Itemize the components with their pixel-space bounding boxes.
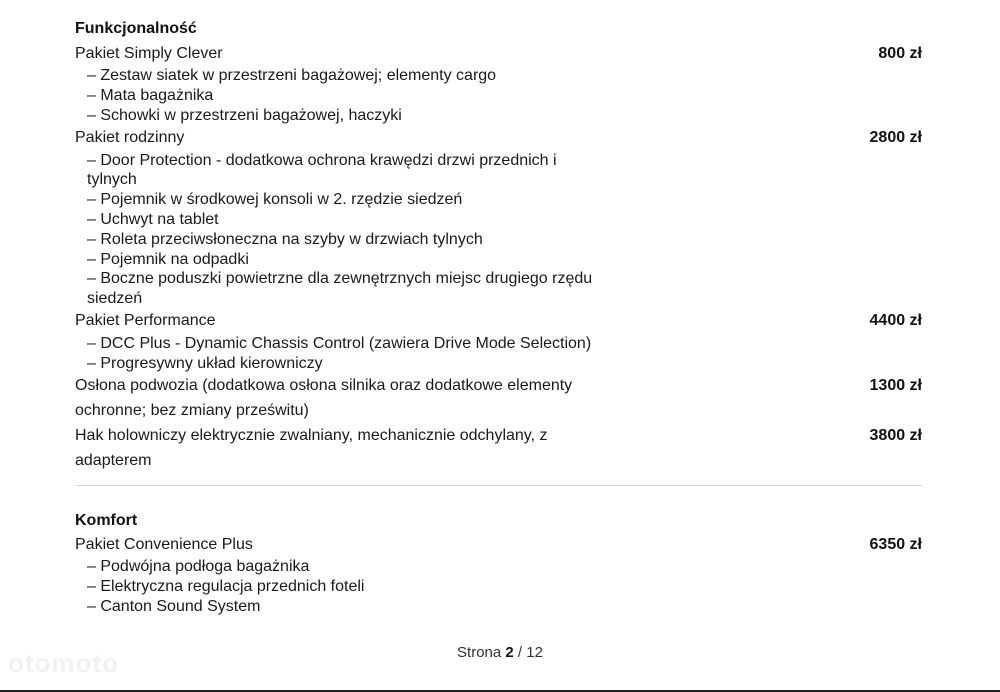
- option-hak-holowniczy-line2: adapterem: [75, 452, 152, 469]
- sub-item: – Elektryczna regulacja przednich foteli: [87, 578, 365, 595]
- current-page: 2: [505, 644, 514, 661]
- price-convenience-plus: 6350 zł: [869, 536, 922, 553]
- option-hak-holowniczy-line1: Hak holowniczy elektrycznie zwalniany, mechanicznie odchylany, z: [75, 427, 548, 444]
- sub-item: – Mata bagażnika: [87, 87, 214, 104]
- package-simply-clever: Pakiet Simply Clever: [75, 45, 223, 62]
- sub-item: – Progresywny układ kierowniczy: [87, 355, 323, 372]
- sub-item: – Boczne poduszki powietrzne dla zewnętrznych miejsc drugiego rzędu: [87, 270, 593, 287]
- sub-item: – Pojemnik w środkowej konsoli w 2. rzędzie siedzeń: [87, 191, 463, 208]
- option-oslona-podwozia-line1: Osłona podwozia (dodatkowa osłona silnika oraz dodatkowe elementy: [75, 377, 573, 394]
- sub-item: – DCC Plus - Dynamic Chassis Control (zawiera Drive Mode Selection): [87, 335, 592, 352]
- price-performance: 4400 zł: [869, 312, 922, 329]
- sub-item: – Door Protection - dodatkowa ochrona krawędzi drzwi przednich i: [87, 152, 557, 169]
- package-rodzinny: Pakiet rodzinny: [75, 129, 185, 146]
- sub-item: – Canton Sound System: [87, 598, 261, 615]
- package-performance: Pakiet Performance: [75, 312, 216, 329]
- sub-item: – Podwójna podłoga bagażnika: [87, 558, 310, 575]
- page-indicator: [0, 644, 1000, 661]
- section-divider: [75, 485, 922, 486]
- sub-item: – Roleta przeciwsłoneczna na szyby w drzwiach tylnych: [87, 231, 483, 248]
- total-pages: 12: [526, 644, 543, 661]
- price-rodzinny: 2800 zł: [869, 129, 922, 146]
- sub-item: tylnych: [87, 171, 137, 188]
- price-hak-holowniczy: 3800 zł: [869, 427, 922, 444]
- price-simply-clever: 800 zł: [878, 45, 922, 62]
- sub-item: siedzeń: [87, 290, 143, 307]
- sub-item: – Schowki w przestrzeni bagażowej, haczyki: [87, 107, 402, 124]
- sub-item: – Pojemnik na odpadki: [87, 251, 249, 268]
- package-convenience-plus: Pakiet Convenience Plus: [75, 536, 253, 553]
- sub-item: – Uchwyt na tablet: [87, 211, 219, 228]
- option-oslona-podwozia-line2: ochronne; bez zmiany prześwitu): [75, 402, 309, 419]
- page-label: Strona: [457, 644, 502, 661]
- price-oslona-podwozia: 1300 zł: [869, 377, 922, 394]
- otomoto-watermark: otomoto: [8, 648, 119, 678]
- section-title-funkcjonalnosc: Funkcjonalność: [75, 20, 197, 37]
- page-separator: /: [517, 644, 523, 661]
- section-title-komfort: Komfort: [75, 512, 138, 529]
- sub-item: – Zestaw siatek w przestrzeni bagażowej; elementy cargo: [87, 67, 497, 84]
